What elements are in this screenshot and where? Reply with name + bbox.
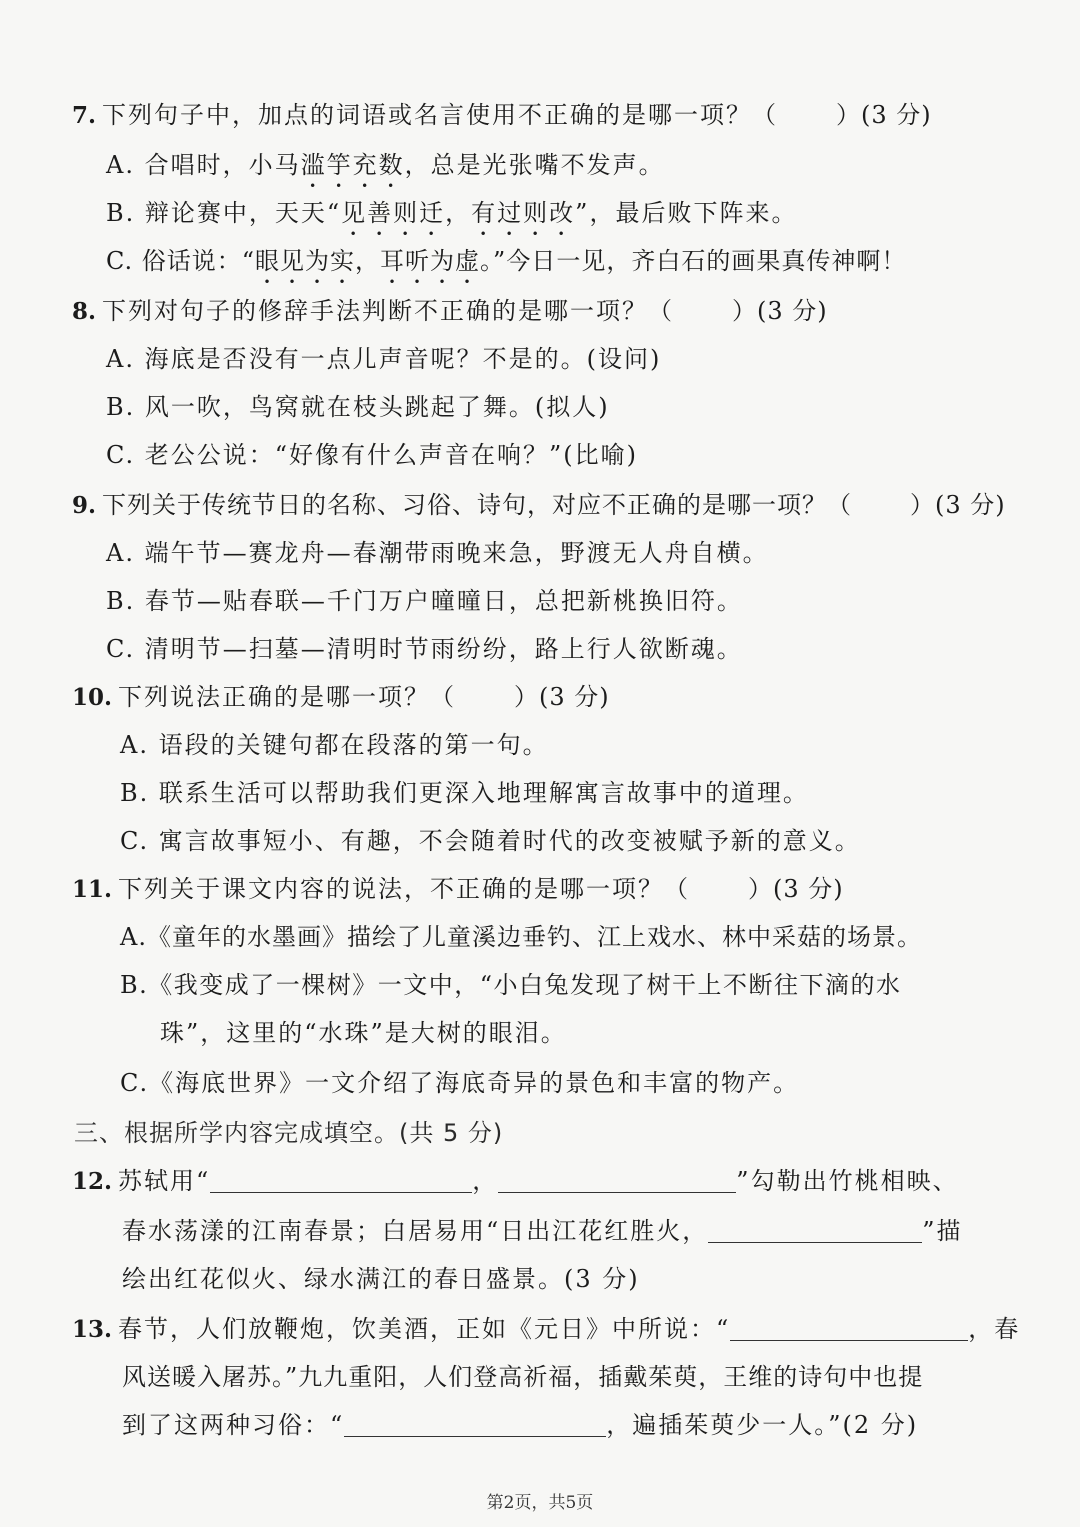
- q11-option-b-line2: 珠”，这里的“水珠”是大树的眼泪。: [160, 1019, 567, 1047]
- q12-line3: 绘出红花似火、绿水满江的春日盛景。(3 分): [122, 1265, 640, 1293]
- q7-option-a: A. 合唱时，小马滥竽充数，总是光张嘴不发声。: [106, 151, 665, 179]
- q8-option-b: B. 风一吹，鸟窝就在枝头跳起了舞。(拟人): [106, 393, 610, 421]
- section-3-heading: 三、根据所学内容完成填空。(共 5 分): [74, 1119, 504, 1147]
- q7-option-b: B. 辩论赛中，天天“见善则迁，有过则改”，最后败下阵来。: [106, 199, 798, 227]
- page-footer: 第2页，共5页: [486, 1493, 594, 1513]
- q8-option-a: A. 海底是否没有一点儿声音呢？不是的。(设问): [106, 345, 662, 373]
- q13-blank-1[interactable]: [730, 1316, 968, 1341]
- q12-blank-1[interactable]: [210, 1168, 472, 1193]
- q7-stem: 7. 下列句子中，加点的词语或名言使用不正确的是哪一项？（ ）(3 分): [72, 101, 932, 129]
- q10-stem: 10. 下列说法正确的是哪一项？（ ）(3 分): [72, 683, 610, 711]
- q13-line3: 到了这两种习俗：“ ，遍插茱萸少一人。”(2 分): [122, 1411, 919, 1439]
- q12-blank-3[interactable]: [708, 1218, 922, 1243]
- q7-option-c: C. 俗话说：“眼见为实，耳听为虚。”今日一见，齐白石的画果真传神啊！: [106, 247, 907, 275]
- q7-a-dotted: 滥竽充数: [300, 151, 405, 179]
- q13-line2: 风送暖入屠苏。”九九重阳，人们登高祈福，插戴茱萸，王维的诗句中也提: [122, 1363, 924, 1391]
- q7-c-dotted: 眼见为实，耳听为虚: [255, 247, 481, 275]
- q11-stem: 11. 下列关于课文内容的说法，不正确的是哪一项？（ ）(3 分): [72, 875, 844, 903]
- q13-line1: 13. 春节，人们放鞭炮，饮美酒，正如《元日》中所说：“ ，春: [72, 1315, 1021, 1343]
- q9-option-b: B. 春节—贴春联—千门万户曈曈日，总把新桃换旧符。: [106, 587, 743, 615]
- q11-option-c: C.《海底世界》一文介绍了海底奇异的景色和丰富的物产。: [120, 1069, 800, 1097]
- q12-line1: 12. 苏轼用“ ， ”勾勒出竹桃相映、: [72, 1167, 959, 1195]
- q9-option-a: A. 端午节—赛龙舟—春潮带雨晚来急，野渡无人舟自横。: [106, 539, 769, 567]
- q11-option-b-line1: B.《我变成了一棵树》一文中，“小白兔发现了树干上不断往下滴的水: [120, 971, 902, 999]
- q10-option-c: C. 寓言故事短小、有趣，不会随着时代的改变被赋予新的意义。: [120, 827, 861, 855]
- q7-b-dotted: 见善则迁，有过则改: [341, 199, 576, 227]
- q12-blank-2[interactable]: [498, 1168, 736, 1193]
- q10-option-b: B. 联系生活可以帮助我们更深入地理解寓言故事中的道理。: [120, 779, 809, 807]
- q12-line2: 春水荡漾的江南春景；白居易用“日出江花红胜火， ”描: [122, 1217, 963, 1245]
- q9-stem: 9. 下列关于传统节日的名称、习俗、诗句，对应不正确的是哪一项？（ ）(3 分): [72, 491, 1006, 519]
- q8-option-c: C. 老公公说：“好像有什么声音在响？”(比喻): [106, 441, 639, 469]
- q13-blank-2[interactable]: [344, 1412, 606, 1437]
- q11-option-a: A.《童年的水墨画》描绘了儿童溪边垂钓、江上戏水、林中采菇的场景。: [120, 923, 922, 951]
- q8-stem: 8. 下列对句子的修辞手法判断不正确的是哪一项？（ ）(3 分): [72, 297, 828, 325]
- q10-option-a: A. 语段的关键句都在段落的第一句。: [120, 731, 549, 759]
- q7-number: 7.: [72, 102, 97, 129]
- q9-option-c: C. 清明节—扫墓—清明时节雨纷纷，路上行人欲断魂。: [106, 635, 743, 663]
